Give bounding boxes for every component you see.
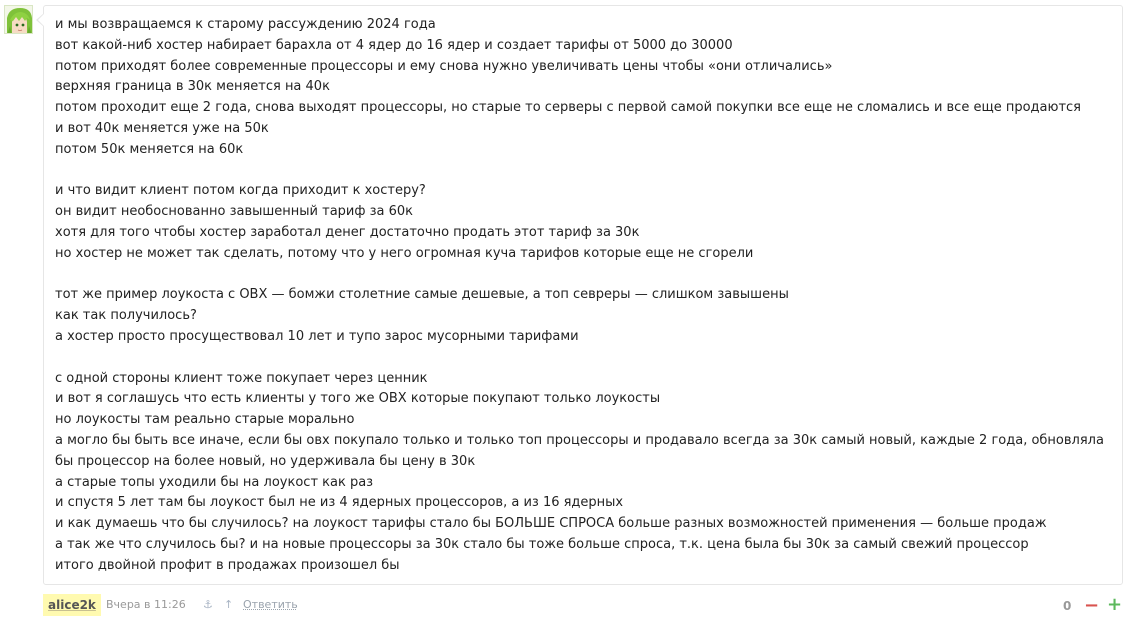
comment-line: как так получилось? — [55, 308, 197, 324]
comment-line: и что видит клиент потом когда приходит к хостеру? — [55, 183, 426, 199]
paragraph-gap — [55, 161, 1120, 182]
comment-date: Вчера в 11:26 — [106, 598, 186, 611]
comment-line: а так же что случилось бы? и на новые процессоры за 30к стало бы тоже больше спроса, т.к. цена была бы 30к за самый свежий процессор — [55, 536, 1029, 552]
vote-up-button[interactable]: + — [1107, 594, 1123, 615]
comment-line: и вот я соглашусь что есть клиенты у того же OBX которые покупают только лоукосты — [55, 391, 661, 407]
comment-line: потом 50к меняется на 60к — [55, 141, 244, 157]
comment-line: а могло бы быть все иначе, если бы овх покупало только и только топ процессоры и продавало всегда за 30к самый новый, каждые 2 года, обновляла бы процессор на более новый, но удерживала бы цену в 30к — [55, 432, 1104, 469]
comment-line: вот какой-ниб хостер набирает барахла от 4 ядер до 16 ядер и создает тарифы от 5000 до 30000 — [55, 37, 733, 53]
avatar[interactable] — [4, 5, 33, 34]
comment-line: но лоукосты там реально старые морально — [55, 412, 355, 428]
comment-line: верхняя граница в 30к меняется на 40к — [55, 79, 330, 95]
comment-line: и вот 40к меняется уже на 50к — [55, 120, 269, 136]
reply-button[interactable]: Ответить — [243, 598, 298, 611]
comment-line: и мы возвращаемся к старому рассуждению 2024 года — [55, 17, 436, 32]
paragraph-gap — [55, 265, 1120, 286]
anchor-link-icon[interactable]: ⚓ — [203, 598, 213, 611]
comment-line: потом приходят более современные процессоры и ему снова нужно увеличивать цены чтобы «они отличались» — [55, 58, 833, 74]
comment-line: а хостер просто просуществовал 10 лет и тупо зарос мусорными тарифами — [55, 328, 579, 344]
comment-line: и спустя 5 лет там бы лоукост был не из 4 ядерных процессоров, а из 16 ядерных — [55, 495, 624, 511]
paragraph-gap — [55, 348, 1120, 369]
comment-line: с одной стороны клиент тоже покупает через ценник — [55, 370, 428, 386]
vote-down-button[interactable]: − — [1084, 595, 1100, 616]
comment-line: потом проходит еще 2 года, снова выходят процессоры, но старые то серверы с первой самой покупки все еще не сломались и все еще продаются — [55, 100, 1081, 116]
author-link[interactable]: alice2k — [43, 594, 101, 616]
comment-line: хотя для того чтобы хостер заработал денег достаточно продать этот тариф за 30к — [55, 224, 640, 240]
comment-footer — [43, 594, 1123, 616]
comment-line: а старые топы уходили бы на лоукост как раз — [55, 474, 374, 490]
parent-arrow-icon[interactable]: ↑ — [224, 598, 234, 611]
vote-score: 0 — [1063, 599, 1072, 613]
comment-text — [55, 15, 1120, 577]
comment-line: он видит необоснованно завышенный тариф за 60к — [55, 204, 414, 220]
comment-line: но хостер не может так сделать, потому что у него огромная куча тарифов которые еще не сгорели — [55, 245, 754, 261]
avatar-image — [5, 6, 33, 34]
comment-line: итого двойной профит в продажах произошел бы — [55, 557, 400, 573]
comment-line: тот же пример лоукоста с OBX — бомжи столетние самые дешевые, а топ севреры — слишком завышены — [55, 287, 789, 303]
comment-line: и как думаешь что бы случилось? на лоукост тарифы стало бы БОЛЬШЕ СПРОСА больше разных возможностей применения — больше продаж — [55, 516, 1047, 532]
bubble-tail-inner — [38, 14, 44, 26]
